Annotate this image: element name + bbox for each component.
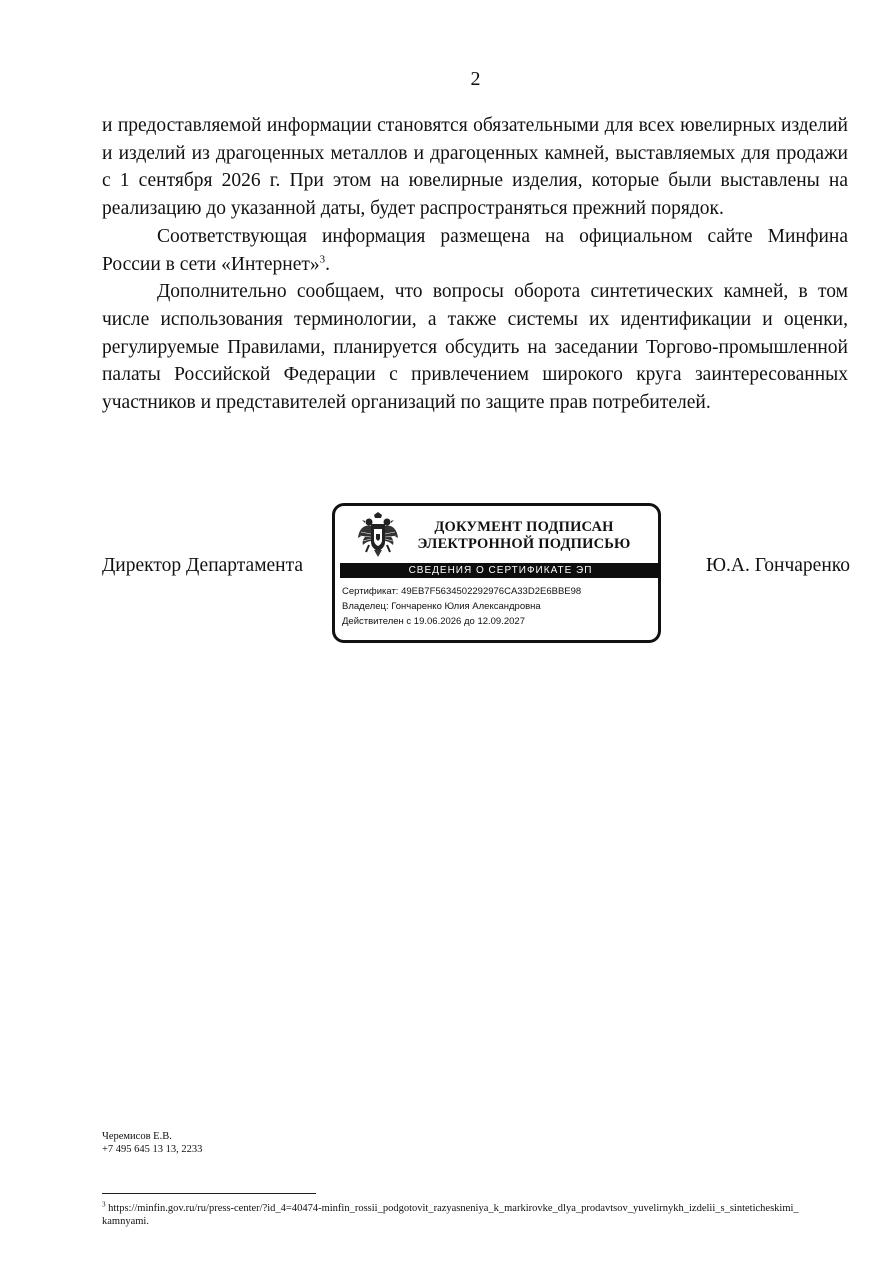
certificate-owner: Владелец: Гончаренко Юлия Александровна — [342, 601, 541, 612]
stamp-heading-line-1: ДОКУМЕНТ ПОДПИСАН — [434, 519, 614, 535]
executor-contact — [102, 1130, 202, 1156]
paragraph-website-info — [102, 223, 848, 278]
footnote-url: https://minfin.gov.ru/ru/press-center/?id_4=40474-minfin_rossii_podgotovit_razyasneniya_k_markirovke_dlya_prodavtsov_yuvelirnykh_izdelii_s_sinteticheskimi_kamnyami. — [102, 1203, 799, 1227]
footnote — [102, 1202, 802, 1228]
certificate-validity: Действителен с 19.06.2026 до 12.09.2027 — [342, 616, 525, 627]
paragraph-period: . — [325, 253, 331, 275]
footnote-reference: 3 — [319, 253, 326, 266]
paragraph-website-text: Соответствующая информация размещена на официальном сайте Минфина России в сети «Интернет» — [102, 225, 848, 275]
stamp-heading — [399, 519, 649, 553]
certificate-details — [342, 584, 581, 629]
russian-coat-of-arms-icon — [357, 512, 399, 558]
executor-name: Черемисов Е.В. — [102, 1131, 172, 1142]
executor-phone: +7 495 645 13 13, 2233 — [102, 1144, 203, 1155]
paragraph-continuation: и предоставляемой информации становятся обязательными для всех ювелирных изделий и изделий из драгоценных металлов и драгоценных камней, выставляемых для продажи с 1 сентября 2026 г. При этом на ювелирные изделия, которые были выставлены на реализацию до указанной даты, будет распространяться прежний порядок. — [102, 115, 848, 220]
page-number: 2 — [470, 68, 481, 90]
signatory-position: Директор Департамента — [102, 555, 304, 576]
footnote-number: 3 — [102, 1200, 106, 1209]
signatory-name: Ю.А. Гончаренко — [705, 555, 850, 576]
certificate-info-bar: СВЕДЕНИЯ О СЕРТИФИКАТЕ ЭП — [340, 563, 661, 578]
paragraph-synthetic-stones: Дополнительно сообщаем, что вопросы оборота синтетических камней, в том числе использования терминологии, а также системы их идентификации и оценки, регулируемые Правилами, планируется обсудить на заседании Торгово-промышленной палаты Российской Федерации с привлечением широкого круга заинтересованных участников и представителей организаций по защите прав потребителей. — [102, 281, 848, 414]
stamp-heading-line-2: ЭЛЕКТРОННОЙ ПОДПИСЬЮ — [417, 536, 631, 552]
electronic-signature-stamp — [332, 503, 661, 643]
letter-body — [102, 112, 848, 417]
footnote-divider — [102, 1193, 316, 1194]
certificate-serial: Сертификат: 49EB7F5634502292976CA33D2E6BBE98 — [342, 586, 582, 597]
